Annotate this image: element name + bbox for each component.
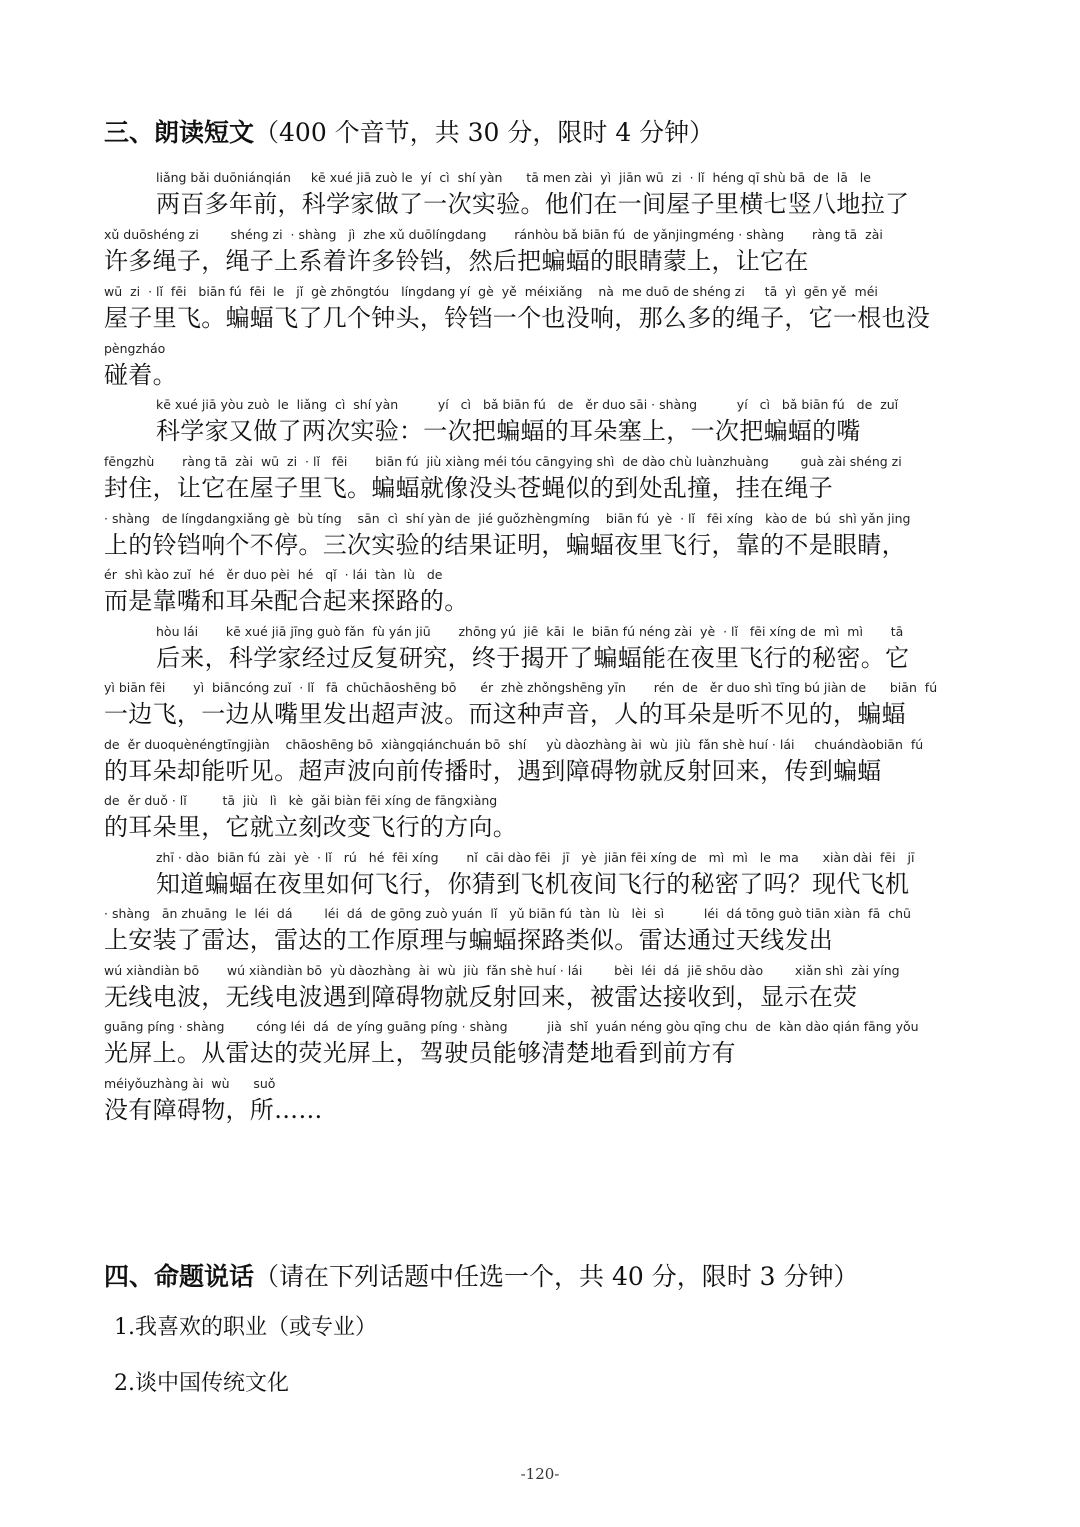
hanzi-row: 的耳朵却能听见。超声波向前传播时，遇到障碍物就反射回来，传到蝙蝠 xyxy=(104,757,882,785)
pinyin-row: pèngzháo xyxy=(104,341,166,356)
pinyin-row: fēngzhù ràng tā zài wū zi · lǐ fēi biān fú jiù xiàng méi tóu cāngying shì de dào chù luànzhuàng guà zài shéng zi xyxy=(104,454,902,469)
passage-line xyxy=(104,793,978,847)
hanzi-row: 屋子里飞。蝙蝠飞了几个钟头，铃铛一个也没响，那么多的绳子，它一根也没 xyxy=(104,304,931,332)
hanzi-row: 光屏上。从雷达的荧光屏上，驾驶员能够清楚地看到前方有 xyxy=(104,1039,736,1067)
pinyin-row: liǎng bǎi duōniánqián kē xué jiā zuò le yí cì shí yàn tā men zài yì jiān wū zi · lǐ héng qī shù bā de lā le xyxy=(156,170,871,185)
hanzi-row: 一边飞，一边从嘴里发出超声波。而这种声音，人的耳朵是听不见的，蝙蝠 xyxy=(104,700,906,728)
hanzi-row: 碰着。 xyxy=(104,361,177,389)
passage-line xyxy=(104,1076,978,1130)
pinyin-row: wū zi · lǐ fēi biān fú fēi le jǐ gè zhōngtóu língdang yí gè yě méixiǎng nà me duō de shéng zi tā yì gēn yě méi xyxy=(104,284,878,299)
passage-line xyxy=(104,906,978,960)
section-4-label: 四、命题说话 xyxy=(104,1262,255,1291)
hanzi-row: 没有障碍物，所…… xyxy=(104,1096,323,1124)
pinyin-row: guāng píng · shàng cóng léi dá de yíng guāng píng · shàng jià shǐ yuán néng gòu qīng chu de kàn dào qián fāng yǒu xyxy=(104,1019,919,1034)
topic-item: 2.谈中国传统文化 xyxy=(114,1371,289,1396)
hanzi-row: 上的铃铛响个不停。三次实验的结果证明，蝙蝠夜里飞行，靠的不是眼睛， xyxy=(104,531,906,559)
hanzi-row: 许多绳子，绳子上系着许多铃铛，然后把蝙蝠的眼睛蒙上，让它在 xyxy=(104,247,809,275)
section-3-label: 三、朗读短文 xyxy=(104,118,255,147)
passage-line xyxy=(104,227,978,281)
passage-line xyxy=(104,397,978,451)
hanzi-row: 的耳朵里，它就立刻改变飞行的方向。 xyxy=(104,813,518,841)
pinyin-row: de ěr duoquènéngtīngjiàn chāoshēng bō xiàngqiánchuán bō shí yù dàozhàng ài wù jiù fǎn shè huí · lái chuándàobiān fú xyxy=(104,737,924,752)
hanzi-row: 后来，科学家经过反复研究，终于揭开了蝙蝠能在夜里飞行的秘密。它 xyxy=(156,644,910,672)
hanzi-row: 无线电波，无线电波遇到障碍物就反射回来，被雷达接收到，显示在荧 xyxy=(104,983,858,1011)
passage-line xyxy=(104,624,978,678)
hanzi-row: 上安装了雷达，雷达的工作原理与蝙蝠探路类似。雷达通过天线发出 xyxy=(104,926,833,954)
section-3-note: （400 个音节，共 30 分，限时 4 分钟） xyxy=(254,118,715,147)
pinyin-row: méiyǒuzhàng ài wù suǒ xyxy=(104,1076,276,1091)
passage-line xyxy=(104,737,978,791)
pinyin-row: · shàng ān zhuāng le léi dá léi dá de gōng zuò yuán lǐ yǔ biān fú tàn lù lèi sì léi dá tōng guò tiān xiàn fā chū xyxy=(104,906,911,921)
passage-line xyxy=(104,170,978,224)
pinyin-row: wú xiàndiàn bō wú xiàndiàn bō yù dàozhàng ài wù jiù fǎn shè huí · lái bèi léi dá jiē shōu dào xiǎn shì zài yíng xyxy=(104,963,900,978)
passage-line xyxy=(104,963,978,1017)
passage-line xyxy=(104,567,978,621)
topic-item: 1.我喜欢的职业（或专业） xyxy=(114,1315,377,1340)
passage-line xyxy=(104,1019,978,1073)
hanzi-row: 科学家又做了两次实验：一次把蝙蝠的耳朵塞上，一次把蝙蝠的嘴 xyxy=(156,417,861,445)
passage-line xyxy=(104,341,978,395)
passage-line xyxy=(104,284,978,338)
passage-line xyxy=(104,454,978,508)
passage-line xyxy=(104,511,978,565)
hanzi-row: 两百多年前，科学家做了一次实验。他们在一间屋子里横七竖八地拉了 xyxy=(156,190,910,218)
pinyin-row: hòu lái kē xué jiā jīng guò fǎn fù yán jiū zhōng yú jiē kāi le biān fú néng zài yè · lǐ fēi xíng de mì mì tā xyxy=(156,624,904,639)
pinyin-row: zhī · dào biān fú zài yè · lǐ rú hé fēi xíng nǐ cāi dào fēi jī yè jiān fēi xíng de mì mì le ma xiàn dài fēi jī xyxy=(156,850,915,865)
pinyin-row: kē xué jiā yòu zuò le liǎng cì shí yàn yí cì bǎ biān fú de ěr duo sāi · shàng yí cì bǎ biān fú de zuǐ xyxy=(156,397,899,412)
pinyin-row: yì biān fēi yì biāncóng zuǐ · lǐ fā chūchāoshēng bō ér zhè zhǒngshēng yīn rén de ěr duo shì tīng bú jiàn de biān fú xyxy=(104,680,938,695)
hanzi-row: 而是靠嘴和耳朵配合起来探路的。 xyxy=(104,587,469,615)
page-number: -120- xyxy=(520,1465,560,1483)
section-4-heading xyxy=(104,1262,859,1292)
hanzi-row: 封住，让它在屋子里飞。蝙蝠就像没头苍蝇似的到处乱撞，挂在绳子 xyxy=(104,474,833,502)
pinyin-row: ér shì kào zuǐ hé ěr duo pèi hé qǐ · lái tàn lù de xyxy=(104,567,443,582)
pinyin-row: de ěr duǒ · lǐ tā jiù lì kè gǎi biàn fēi xíng de fāngxiàng xyxy=(104,793,498,808)
passage-line xyxy=(104,680,978,734)
pinyin-row: · shàng de língdangxiǎng gè bù tíng sān cì shí yàn de jié guǒzhèngmíng biān fú yè · lǐ fēi xíng kào de bú shì yǎn jing xyxy=(104,511,911,526)
section-4-note: （请在下列话题中任选一个，共 40 分，限时 3 分钟） xyxy=(254,1262,859,1291)
passage-line xyxy=(104,850,978,904)
section-3-heading xyxy=(104,118,714,148)
pinyin-row: xǔ duōshéng zi shéng zi · shàng jì zhe xǔ duōlíngdang ránhòu bǎ biān fú de yǎnjingméng · shàng ràng tā zài xyxy=(104,227,883,242)
hanzi-row: 知道蝙蝠在夜里如何飞行，你猜到飞机夜间飞行的秘密了吗？现代飞机 xyxy=(156,870,910,898)
